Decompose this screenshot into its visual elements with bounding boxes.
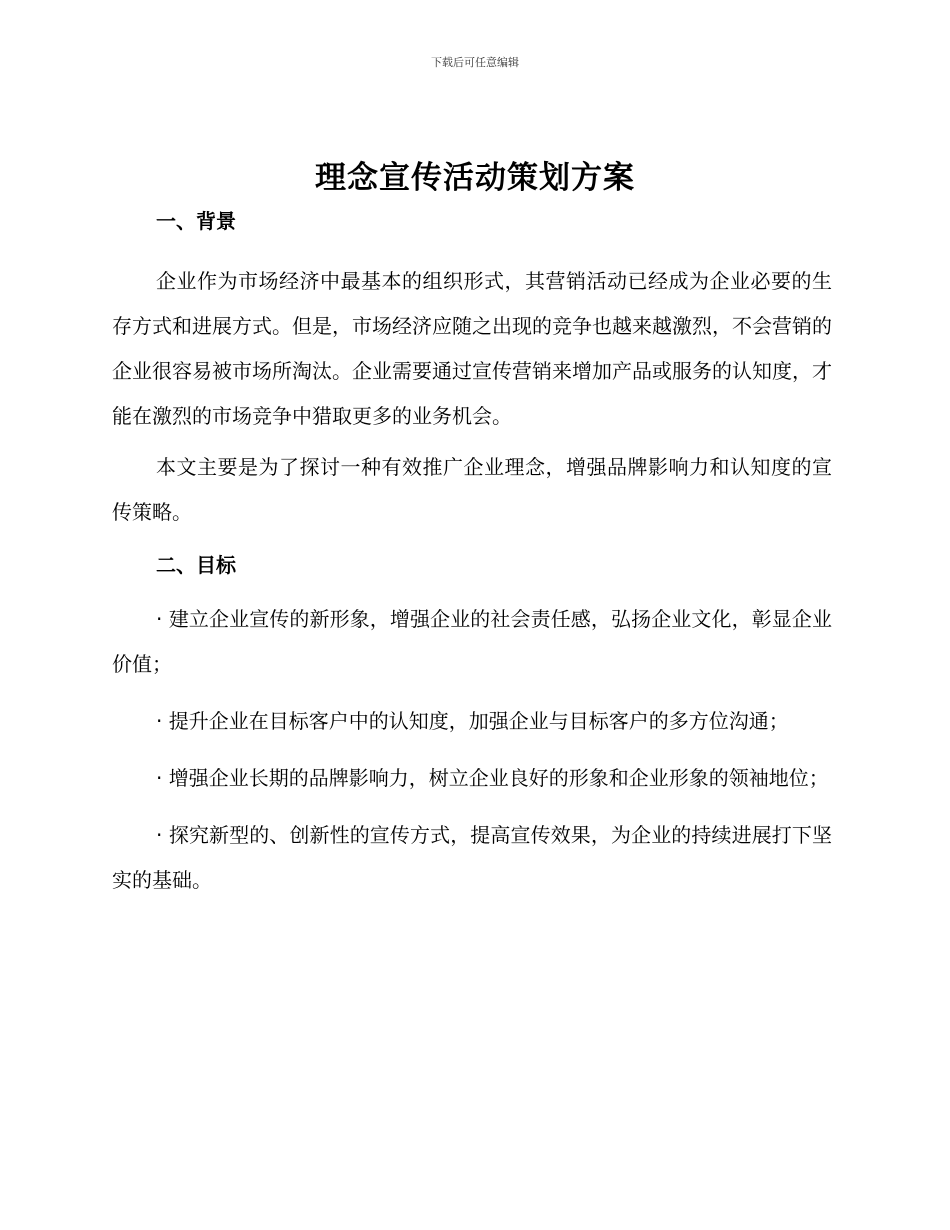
background-paragraph-1: 企业作为市场经济中最基本的组织形式，其营销活动已经成为企业必要的生存方式和进展方式。但是，市场经济应随之出现的竞争也越来越激烈，不会营销的企业很容易被市场所淘汰。企业需要通过宣传营销来增加产品或服务的认知度，才能在激烈的市场竞争中猎取更多的业务机会。 [112,269,832,428]
background-paragraph-2: 本文主要是为了探讨一种有效推广企业理念，增强品牌影响力和认知度的宣传策略。 [112,455,832,524]
goal-item-2: · 提升企业在目标客户中的认知度，加强企业与目标客户的多方位沟通； [156,709,789,733]
goal-item-4: · 探究新型的、创新性的宣传方式，提高宣传效果，为企业的持续进展打下坚实的基础。 [112,823,832,892]
section-heading-goals: 二、目标 [156,553,236,577]
section-heading-background: 一、背景 [156,209,236,233]
goal-item-3: · 增强企业长期的品牌影响力，树立企业良好的形象和企业形象的领袖地位； [156,766,829,790]
document-title: 理念宣传活动策划方案 [315,160,635,196]
header-note: 下载后可任意编辑 [431,56,519,69]
document-body [112,203,832,915]
goal-item-1: · 建立企业宣传的新形象，增强企业的社会责任感，弘扬企业文化，彰显企业价值； [112,607,832,676]
